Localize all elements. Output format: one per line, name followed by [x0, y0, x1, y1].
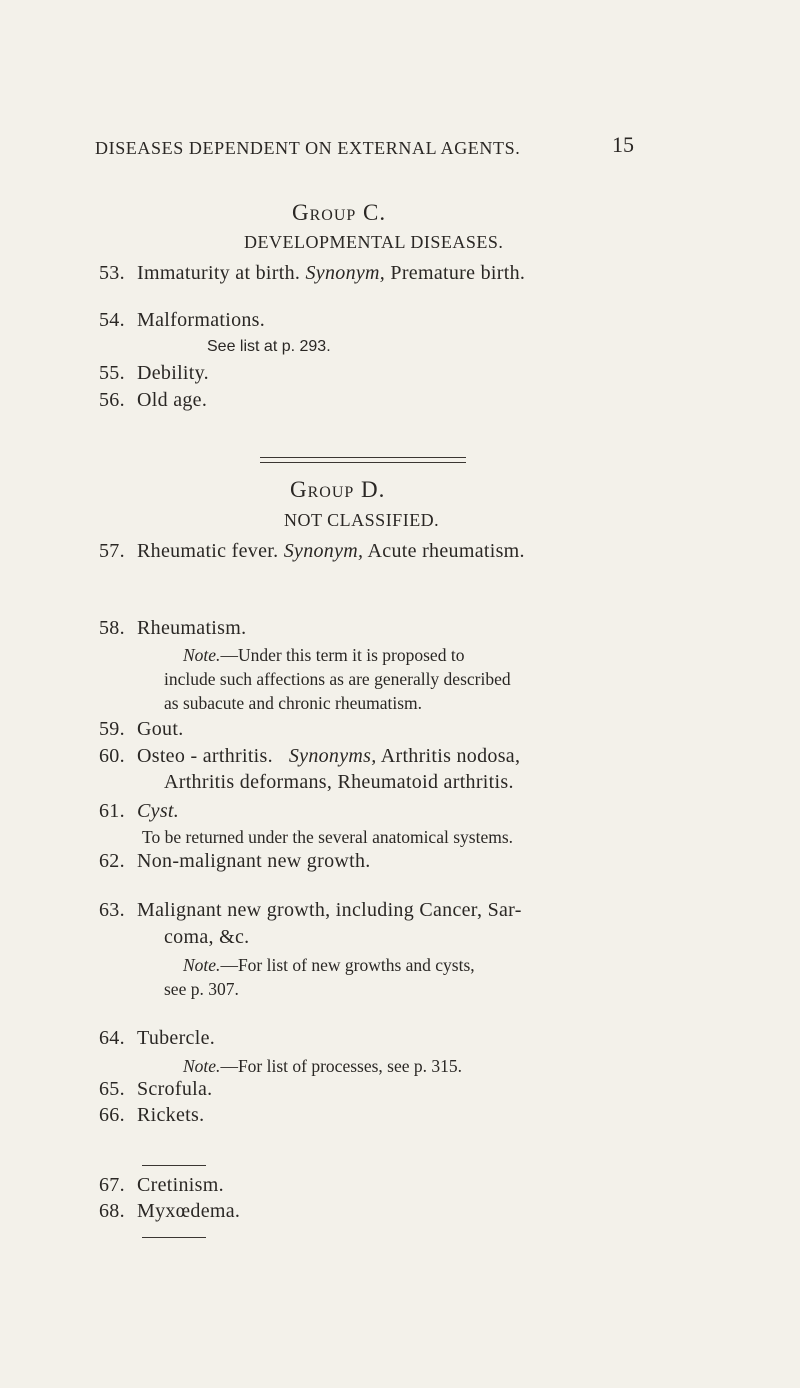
- entry-66: 66. Rickets.: [99, 1104, 205, 1126]
- short-rule-bottom: [142, 1237, 206, 1238]
- running-header: DISEASES DEPENDENT ON EXTERNAL AGENTS.: [95, 138, 521, 158]
- note-61: To be returned under the several anatomical systems.: [142, 827, 514, 847]
- entry-61: 61. Cyst.: [99, 800, 180, 822]
- note-63-line2: see p. 307.: [164, 979, 239, 999]
- note-54: See list at p. 293.: [207, 338, 331, 355]
- entry-63-line2: coma, &c.: [164, 926, 250, 948]
- entry-62: 62. Non-malignant new growth.: [99, 850, 371, 872]
- group-d-subtitle: NOT CLASSIFIED.: [284, 510, 440, 530]
- entry-67: 67. Cretinism.: [99, 1174, 224, 1196]
- entry-59: 59. Gout.: [99, 718, 184, 740]
- entry-57: 57. Rheumatic fever. Synonym, Acute rheumatism.: [99, 540, 525, 562]
- group-d-title: Group D.: [290, 477, 386, 502]
- entry-55: 55. Debility.: [99, 362, 209, 384]
- entry-60: 60. Osteo - arthritis. Synonyms, Arthritis nodosa,: [99, 745, 521, 767]
- separator-rule-bottom: [260, 462, 466, 463]
- entry-64: 64. Tubercle.: [99, 1027, 216, 1049]
- note-58-line3: as subacute and chronic rheumatism.: [164, 693, 423, 713]
- entry-53: 53. Immaturity at birth. Synonym, Premature birth.: [99, 262, 526, 284]
- group-c-subtitle: DEVELOPMENTAL DISEASES.: [244, 232, 504, 252]
- entry-68: 68. Myxœdema.: [99, 1200, 241, 1222]
- entry-63: 63. Malignant new growth, including Cancer, Sar-: [99, 899, 522, 921]
- entry-65: 65. Scrofula.: [99, 1078, 213, 1100]
- entry-56: 56. Old age.: [99, 389, 208, 411]
- note-58-line2: include such affections as are generally described: [164, 669, 511, 689]
- note-58-line1: Note.—Under this term it is proposed to: [183, 645, 465, 665]
- note-63-line1: Note.—For list of new growths and cysts,: [183, 955, 475, 975]
- page-number: 15: [612, 132, 634, 157]
- entry-58: 58. Rheumatism.: [99, 617, 247, 639]
- group-c-title: Group C.: [292, 200, 387, 225]
- entry-54: 54. Malformations.: [99, 309, 266, 331]
- entry-60-line2: Arthritis deformans, Rheumatoid arthritis.: [164, 771, 514, 793]
- short-rule-top: [142, 1165, 206, 1166]
- separator-rule-top: [260, 457, 466, 458]
- note-64: Note.—For list of processes, see p. 315.: [183, 1056, 463, 1076]
